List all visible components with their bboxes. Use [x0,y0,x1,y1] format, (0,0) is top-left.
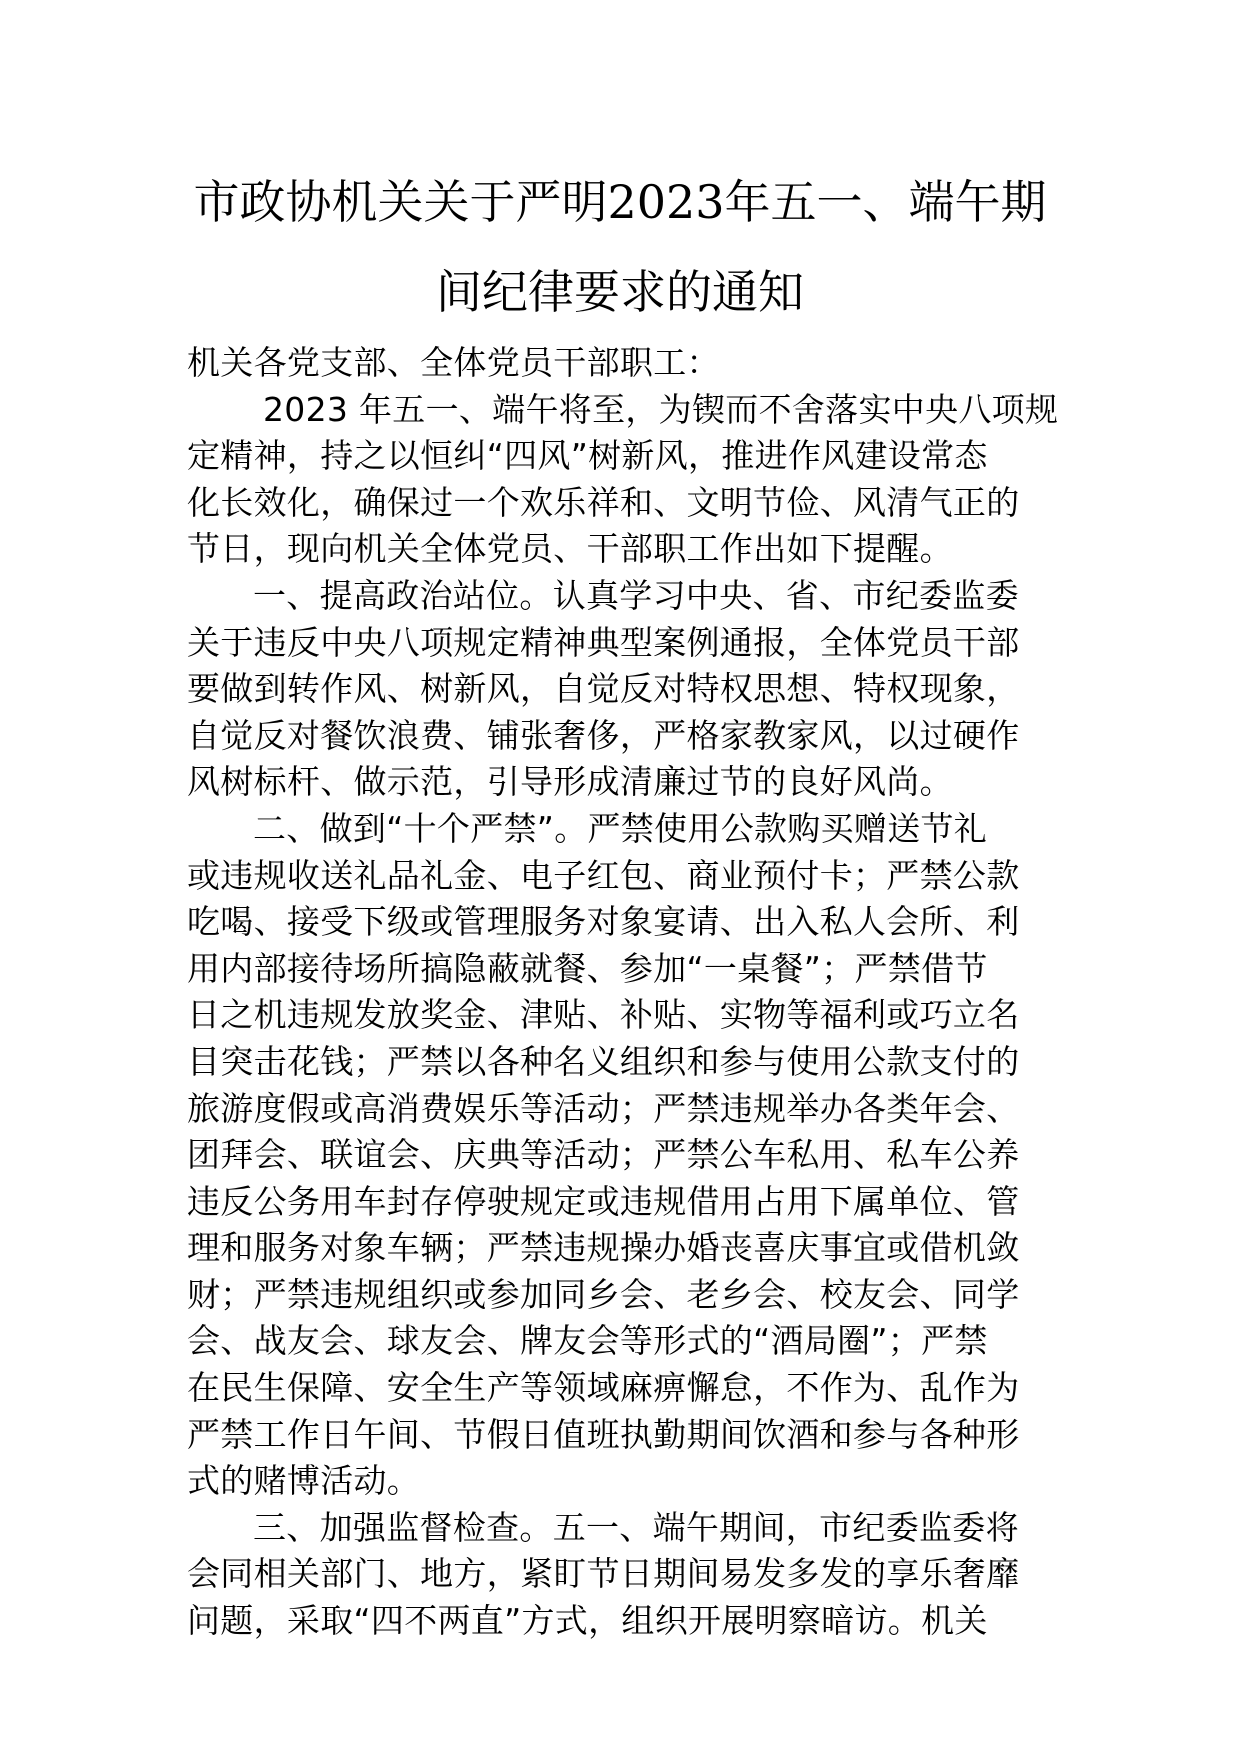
section-2-line: 理和服务对象车辆；严禁违规操办婚丧喜庆事宜或借机敛 [187,1228,1020,1268]
section-2-line: 日之机违规发放奖金、津贴、补贴、实物等福利或巧立名 [187,995,1020,1035]
section-2-line: 会、战友会、球友会、牌友会等形式的“酒局圈”；严禁 [187,1321,988,1361]
section-1-line: 风树标杆、做示范，引导形成清廉过节的良好风尚。 [187,762,953,802]
section-1-line: 要做到转作风、树新风，自觉反对特权思想、特权现象， [187,669,1020,709]
paragraph-intro-line: 节日，现向机关全体党员、干部职工作出如下提醒。 [187,529,953,569]
document-title-line-1: 市政协机关关于严明2023年五一、端午期 [193,175,1047,229]
paragraph-intro-line: 2023 年五一、端午将至，为锲而不舍落实中央八项规 [263,389,1059,429]
section-1-line: 自觉反对餐饮浪费、铺张奢侈，严格家教家风，以过硬作 [187,715,1020,755]
document-body [187,340,1057,1645]
section-2-line: 式的赌博活动。 [187,1461,421,1501]
section-2-line: 用内部接待场所搞隐蔽就餐、参加“一桌餐”；严禁借节 [187,948,988,988]
paragraph-intro-line: 定精神，持之以恒纠“四风”树新风，推进作风建设常态 [187,436,988,476]
section-3-line: 问题，采取“四不两直”方式，组织开展明察暗访。机关 [187,1601,988,1641]
section-2-line: 财；严禁违规组织或参加同乡会、老乡会、校友会、同学 [187,1274,1020,1314]
section-2-line: 团拜会、联谊会、庆典等活动；严禁公车私用、私车公养 [187,1135,1020,1175]
salutation: 机关各党支部、全体党员干部职工： [187,343,720,382]
section-3-line: 会同相关部门、地方，紧盯节日期间易发多发的享乐奢靡 [187,1554,1020,1594]
section-2-line: 在民生保障、安全生产等领域麻痹懈怠，不作为、乱作为 [187,1368,1020,1408]
section-2-line: 或违规收送礼品礼金、电子红包、商业预付卡；严禁公款 [187,855,1020,895]
section-2-line: 二、做到“十个严禁”。严禁使用公款购买赠送节礼 [253,808,988,848]
section-2-line: 严禁工作日午间、节假日值班执勤期间饮酒和参与各种形 [187,1414,1020,1454]
section-3-line: 三、加强监督检查。五一、端午期间，市纪委监委将 [253,1507,1019,1547]
section-2-line: 违反公务用车封存停驶规定或违规借用占用下属单位、管 [187,1181,1020,1221]
paragraph-intro-line: 化长效化，确保过一个欢乐祥和、文明节俭、风清气正的 [187,482,1020,522]
section-1-line: 关于违反中央八项规定精神典型案例通报，全体党员干部 [187,622,1020,662]
section-2-line: 旅游度假或高消费娱乐等活动；严禁违规举办各类年会、 [187,1088,1020,1128]
section-2-line: 目突击花钱；严禁以各种名义组织和参与使用公款支付的 [187,1041,1020,1081]
section-1-line: 一、提高政治站位。认真学习中央、省、市纪委监委 [253,575,1019,615]
document-title-line-2: 间纪律要求的通知 [436,265,804,319]
section-2-line: 吃喝、接受下级或管理服务对象宴请、出入私人会所、利 [187,902,1020,942]
